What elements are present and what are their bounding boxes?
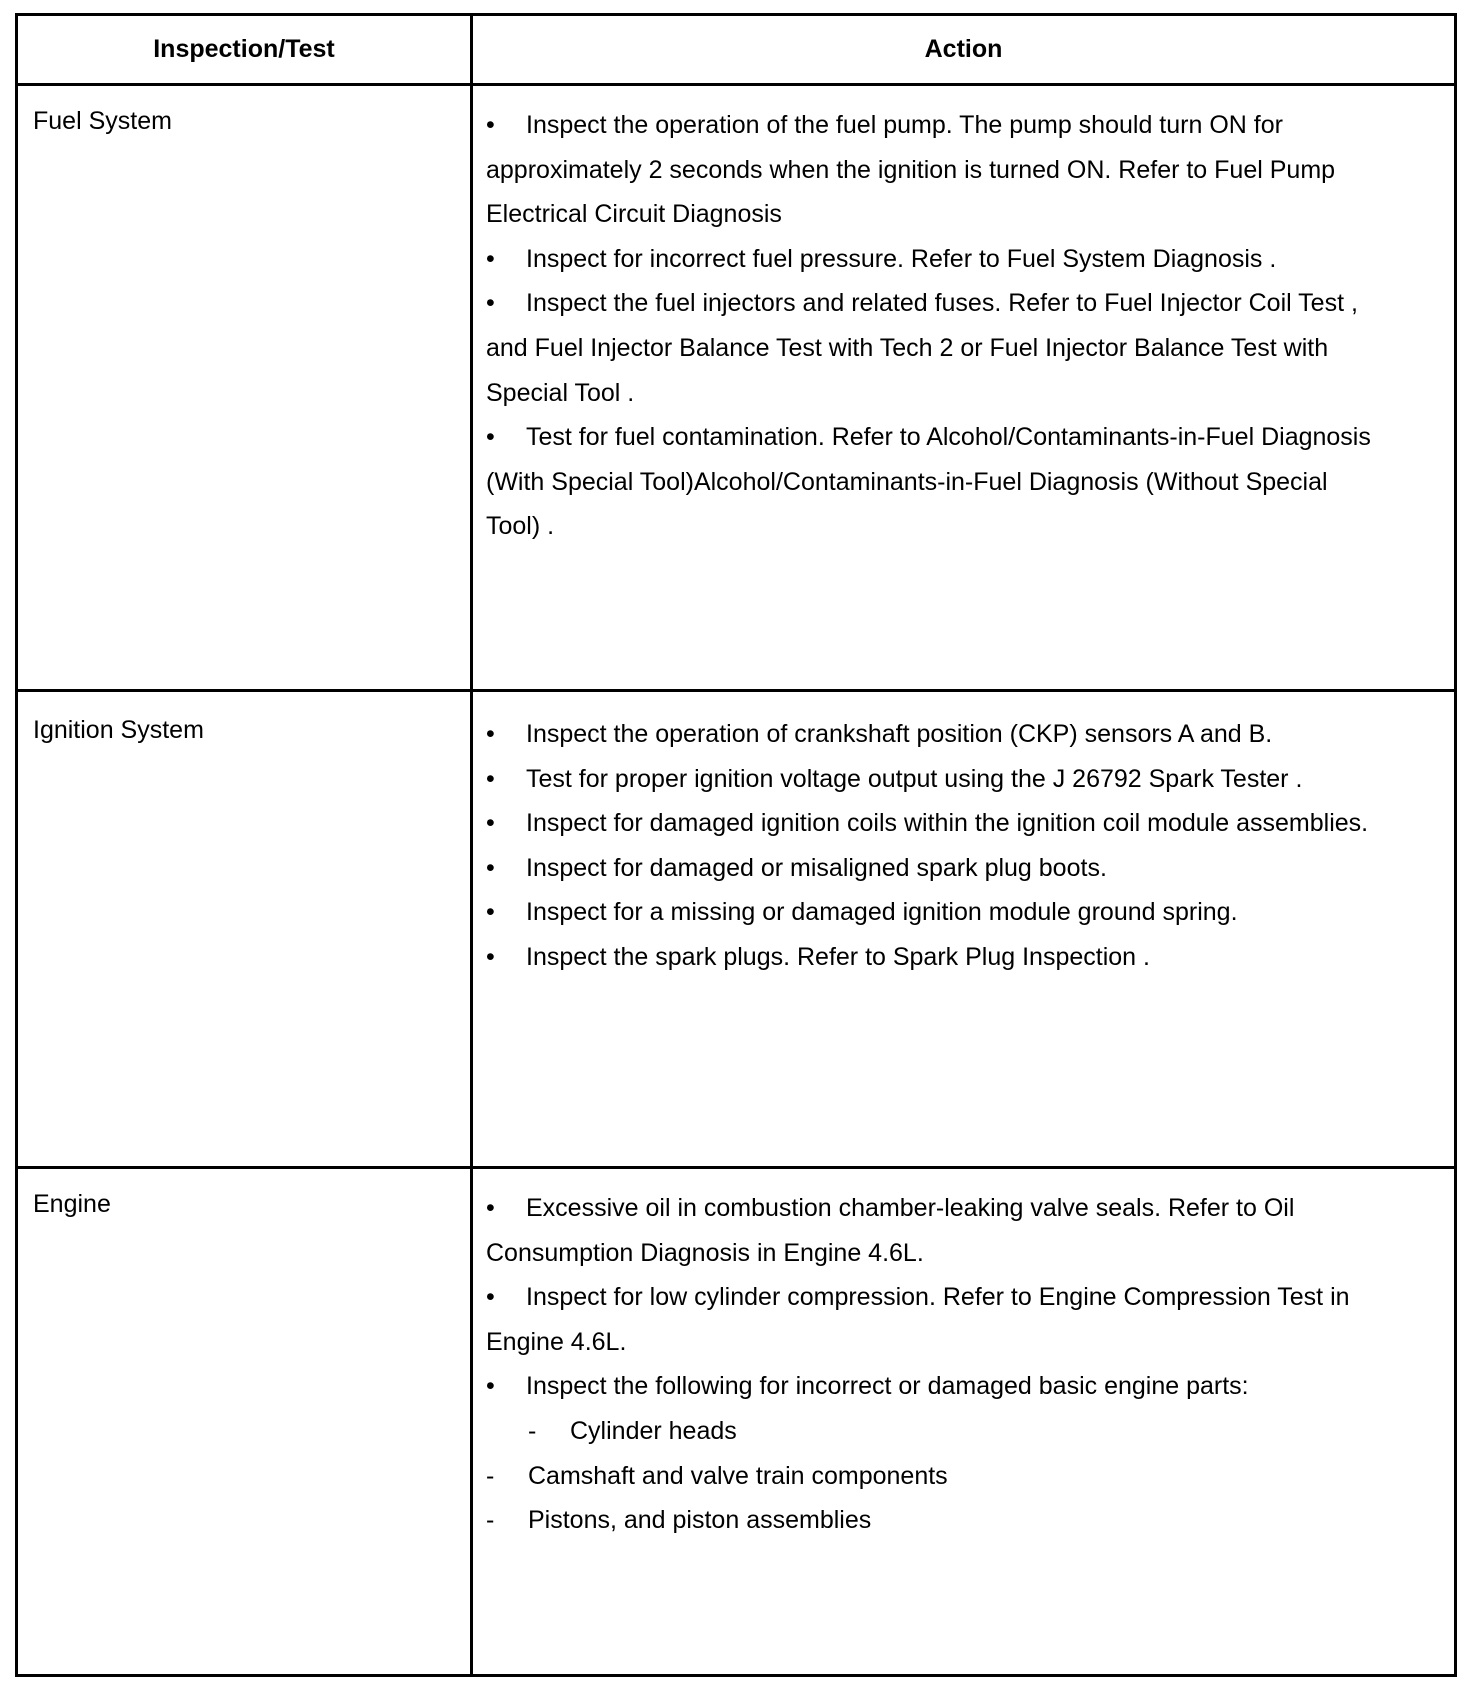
list-item: • Inspect for a missing or damaged ignition module ground spring. bbox=[486, 898, 1238, 927]
fuel-system-actions bbox=[486, 103, 1386, 549]
list-item: • Inspect the operation of crankshaft position (CKP) sensors A and B. bbox=[486, 720, 1273, 748]
sub-item: - Cylinder heads bbox=[528, 1416, 737, 1445]
header-inspection: Inspection/Test bbox=[153, 35, 335, 63]
list-item: • Inspect for incorrect fuel pressure. Refer to Fuel System Diagnosis . bbox=[486, 244, 1277, 273]
list-item: • Inspect the spark plugs. Refer to Spark Plug Inspection . bbox=[486, 942, 1150, 971]
engine-actions bbox=[486, 1186, 1391, 1543]
list-item: • Test for fuel contamination. Refer to Alcohol/Contaminants-in-Fuel Diagnosis (With Special Tool)Alcohol/Contaminants-in-Fuel Diagnosis (Without Special Tool) . bbox=[486, 423, 1371, 541]
list-item: • Excessive oil in combustion chamber-leaking valve seals. Refer to Oil Consumption Diagnosis in Engine 4.6L. bbox=[486, 1194, 1295, 1267]
list-item: • Inspect for damaged ignition coils within the ignition coil module assemblies. bbox=[486, 809, 1369, 838]
row-divider bbox=[18, 689, 1454, 692]
list-item: • Inspect the operation of the fuel pump. The pump should turn ON for approximately 2 seconds when the ignition is turned ON. Refer to Fuel Pump Electrical Circuit Diagnosis bbox=[486, 111, 1336, 229]
ignition-system-actions bbox=[486, 712, 1391, 980]
row-divider bbox=[18, 83, 1454, 86]
list-item: • Inspect for low cylinder compression. Refer to Engine Compression Test in Engine 4.6L. bbox=[486, 1283, 1350, 1356]
list-item: • Inspect the following for incorrect or damaged basic engine parts: bbox=[486, 1372, 1249, 1401]
list-item: • Inspect for damaged or misaligned spark plug boots. bbox=[486, 853, 1107, 882]
sub-item: - Camshaft and valve train components bbox=[486, 1461, 948, 1490]
row-label-engine: Engine bbox=[33, 1190, 111, 1218]
row-label-ignition-system: Ignition System bbox=[33, 716, 204, 744]
inspection-table bbox=[15, 13, 1457, 1677]
list-item: • Inspect the fuel injectors and related fuses. Refer to Fuel Injector Coil Test , and Fuel Injector Balance Test with Tech 2 or Fuel Injector Balance Test with Special Tool . bbox=[486, 289, 1358, 407]
list-item: • Test for proper ignition voltage output using the J 26792 Spark Tester . bbox=[486, 764, 1303, 793]
row-divider bbox=[18, 1166, 1454, 1169]
header-action: Action bbox=[924, 35, 1003, 63]
row-label-fuel-system: Fuel System bbox=[33, 107, 172, 135]
sub-item: - Pistons, and piston assemblies bbox=[486, 1506, 872, 1535]
column-divider bbox=[470, 16, 473, 1674]
